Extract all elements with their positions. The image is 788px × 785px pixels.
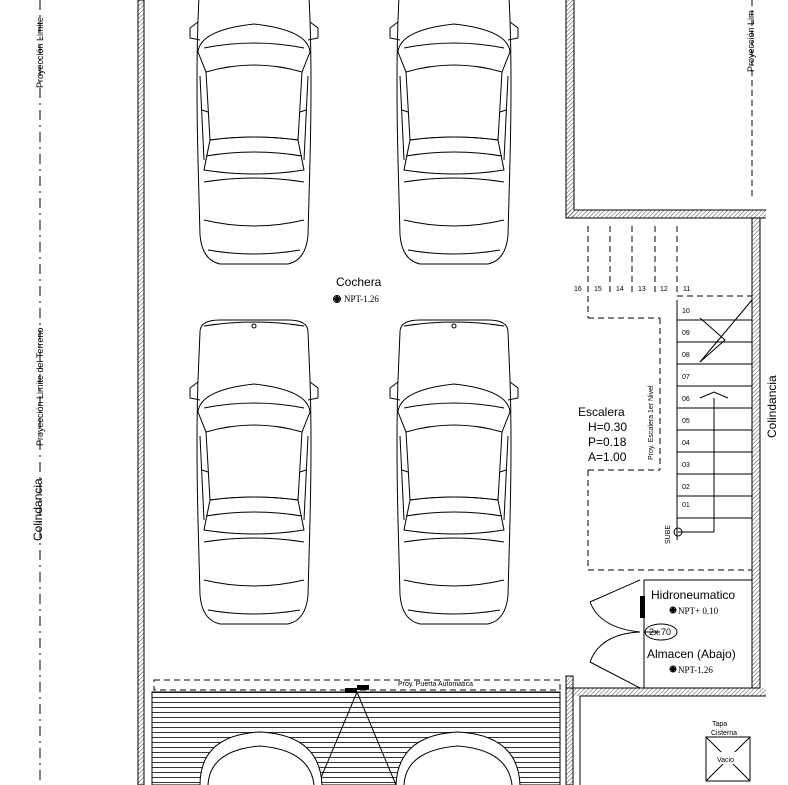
step-06: 06 bbox=[682, 396, 690, 403]
step-09: 09 bbox=[682, 330, 690, 337]
escalera-h: H=0.30 bbox=[588, 420, 628, 434]
hidroneumatico-label: Hidroneumatico bbox=[651, 588, 736, 602]
colindancia-left-label: Colindancia bbox=[31, 478, 45, 541]
step-15: 15 bbox=[594, 286, 602, 293]
proy-puerta-label: Proy. Puerta Automatica bbox=[398, 681, 473, 688]
proyeccion-limite-label: Proyección Limite bbox=[35, 16, 45, 88]
escalera-p: P=0.18 bbox=[588, 435, 627, 449]
vacio-label: Vacio bbox=[717, 757, 734, 764]
step-05: 05 bbox=[682, 418, 690, 425]
level-marker-icon bbox=[334, 296, 341, 303]
escalera-label: Escalera bbox=[578, 405, 625, 419]
sube-label: SUBE bbox=[665, 524, 672, 544]
right-wall bbox=[752, 218, 760, 688]
step-02: 02 bbox=[682, 484, 690, 491]
step-12: 12 bbox=[660, 286, 668, 293]
step-10: 10 bbox=[682, 308, 690, 315]
car-mid-left bbox=[190, 320, 318, 624]
escalera-a: A=1.00 bbox=[588, 450, 627, 464]
level-marker-icon bbox=[670, 607, 676, 613]
car-mid-right bbox=[390, 320, 518, 624]
door-size-label: 2x.70 bbox=[649, 627, 672, 637]
step-03: 03 bbox=[682, 462, 690, 469]
left-wall bbox=[138, 0, 144, 785]
car-top-right bbox=[390, 0, 518, 264]
level-marker-icon bbox=[670, 666, 676, 672]
npt-cochera: NPT-1.26 bbox=[344, 294, 379, 304]
npt-almacen: NPT-1.26 bbox=[678, 665, 713, 675]
cisterna-label: Cisterna bbox=[711, 730, 738, 737]
car-top-left bbox=[190, 0, 318, 264]
step-01: 01 bbox=[682, 502, 690, 509]
step-13: 13 bbox=[638, 286, 646, 293]
proyeccion-limite-terreno-label: Proyección Limite del Terreno bbox=[35, 327, 45, 446]
proy-escalera-label: Proy. Escalera 1er Nivel bbox=[648, 385, 655, 460]
almacen-label: Almacen (Abajo) bbox=[647, 647, 736, 661]
cochera-label: Cochera bbox=[336, 275, 382, 289]
tapa-label: Tapa bbox=[712, 721, 728, 728]
proyeccion-limite-right-label: Proyección Lim bbox=[746, 10, 756, 72]
step-14: 14 bbox=[616, 286, 624, 293]
step-04: 04 bbox=[682, 440, 690, 447]
step-07: 07 bbox=[682, 374, 690, 381]
npt-hidroneumatico: NPT+ 0.10 bbox=[678, 606, 719, 616]
step-16: 16 bbox=[574, 286, 582, 293]
step-11: 11 bbox=[683, 286, 691, 293]
colindancia-right-label: Colindancia bbox=[765, 375, 779, 438]
step-08: 08 bbox=[682, 352, 690, 359]
